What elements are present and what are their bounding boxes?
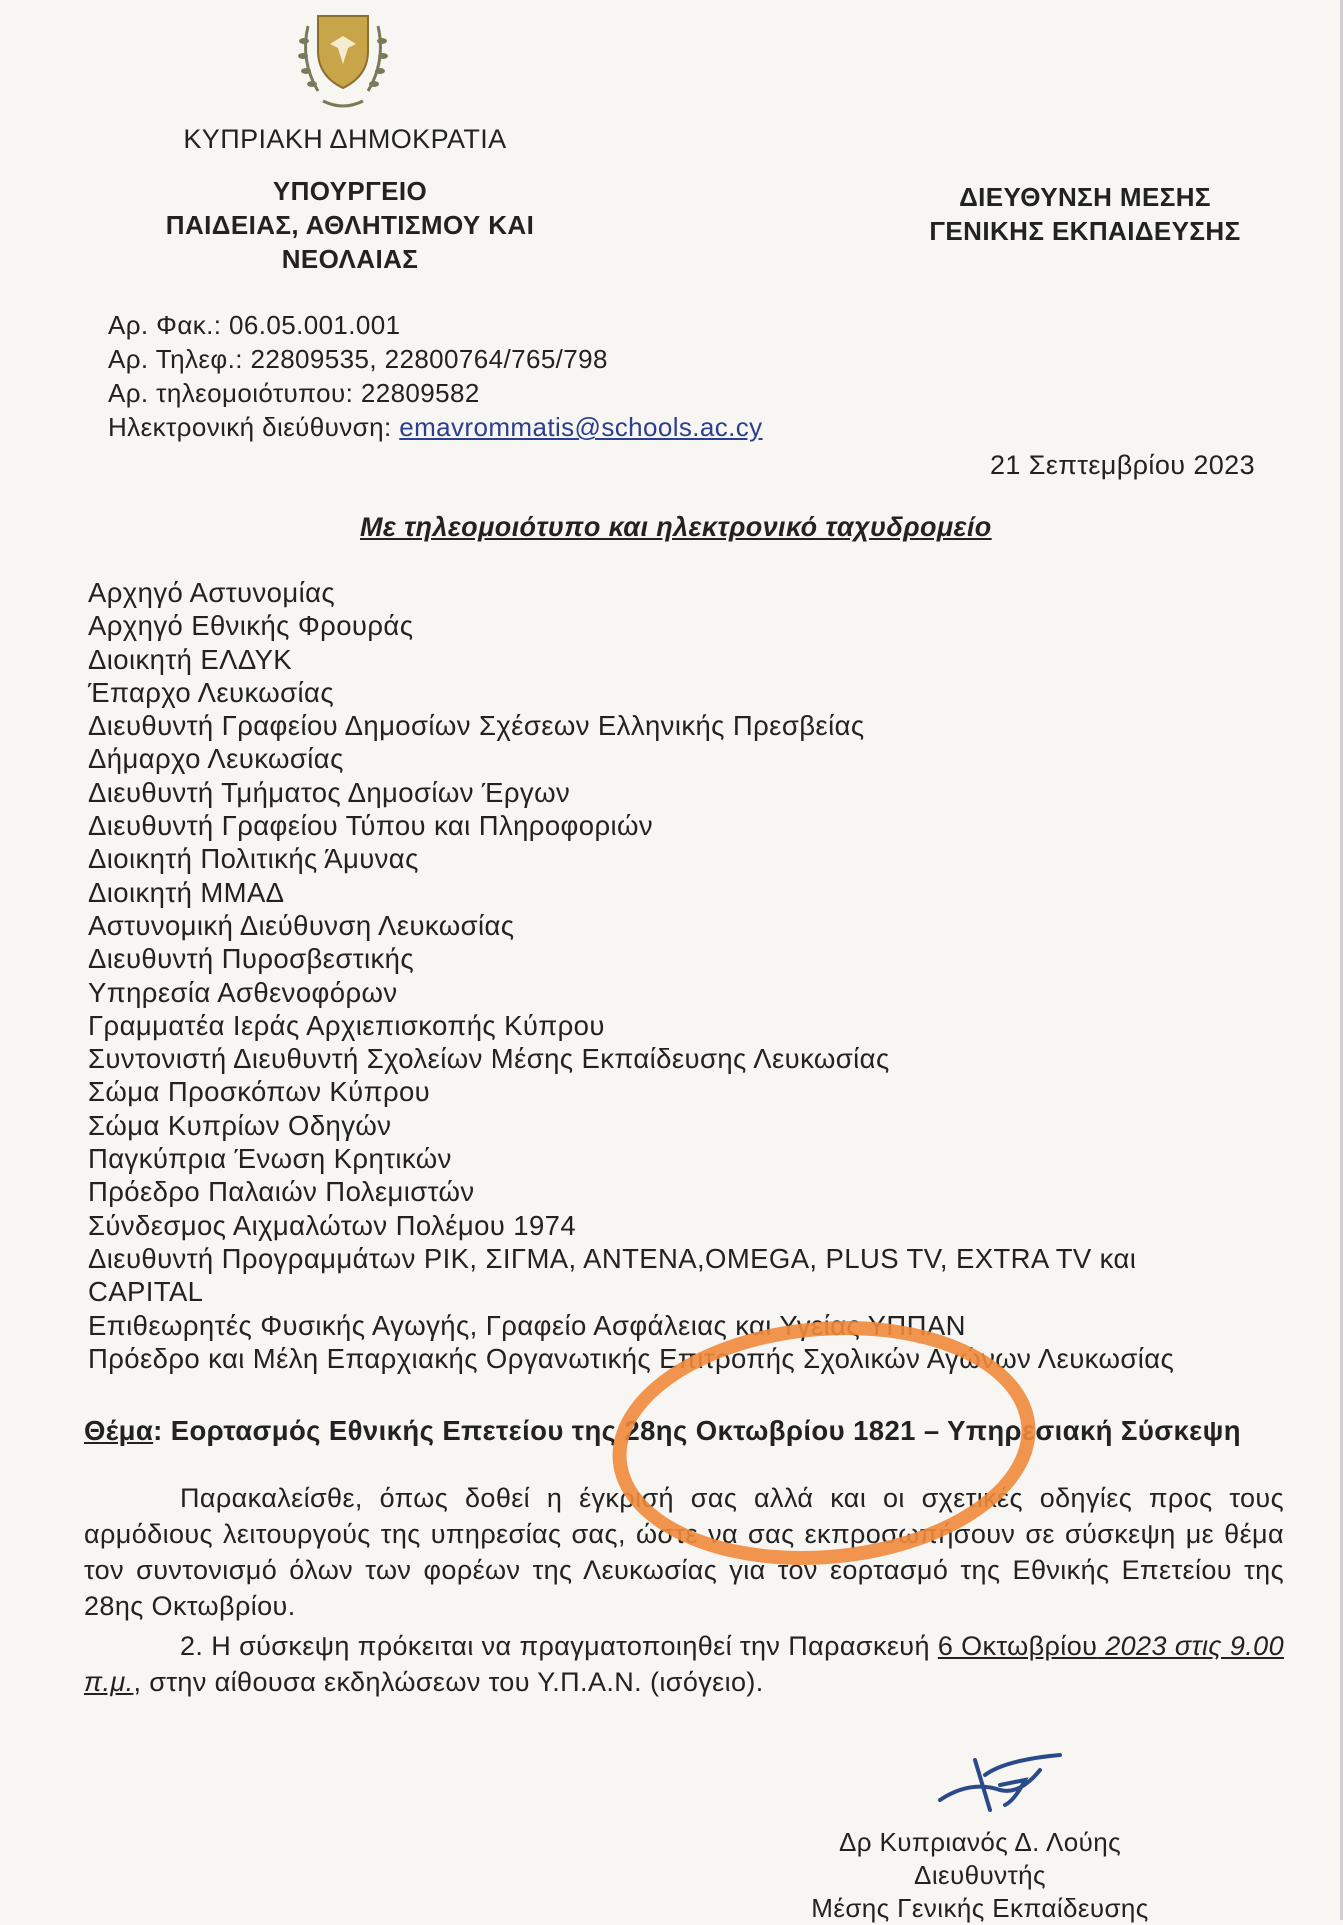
recipient: Διοικητή Πολιτικής Άμυνας xyxy=(88,843,419,875)
reference-block xyxy=(108,308,763,444)
recipient: Πρόεδρο και Μέλη Επαρχιακής Οργανωτικής Επιτροπής Σχολικών Αγώνων Λευκωσίας xyxy=(88,1342,1175,1374)
recipient: Αρχηγό Εθνικής Φρουράς xyxy=(88,610,414,642)
recipient: Διευθυντή Προγραμμάτων ΡΙΚ, ΣΙΓΜΑ, ΑΝΤΕΝΑ,OMEGA, PLUS TV, EXTRA TV και CAPITAL xyxy=(88,1242,1137,1308)
republic-title: ΚΥΠΡΙΑΚΗ ΔΗΜΟΚΡΑΤΙΑ xyxy=(183,124,507,154)
body-paragraph-2 xyxy=(84,1628,1284,1700)
ministry-name xyxy=(120,174,580,276)
recipient: Διοικητή ΕΛΔΥΚ xyxy=(88,643,293,675)
recipient: Σώμα Κυπρίων Οδηγών xyxy=(88,1109,392,1141)
letter-date: 21 Σεπτεμβρίου 2023 xyxy=(990,450,1255,480)
recipient: Συντονιστή Διευθυντή Σχολείων Μέσης Εκπαίδευσης Λευκωσίας xyxy=(88,1043,890,1075)
recipient: Δήμαρχο Λευκωσίας xyxy=(88,743,344,775)
recipient: Γραμματέα Ιεράς Αρχιεπισκοπής Κύπρου xyxy=(88,1009,605,1041)
file-number: Αρ. Φακ.: 06.05.001.001 xyxy=(108,310,401,340)
directorate-name xyxy=(880,180,1290,248)
email-row xyxy=(108,410,763,444)
signature-image xyxy=(930,1740,1070,1820)
phone-numbers: Αρ. Τηλεφ.: 22809535, 22800764/765/798 xyxy=(108,344,608,374)
signer-name: Δρ Κυπριανός Δ. Λούης xyxy=(838,1827,1122,1857)
email-link[interactable]: emavrommatis@schools.ac.cy xyxy=(399,412,763,442)
fax-number: Αρ. τηλεομοιότυπου: 22809582 xyxy=(108,378,480,408)
recipient: Αρχηγό Αστυνομίας xyxy=(88,577,336,608)
subject-text: : Εορτασμός Εθνικής Επετείου της 28ης Οκτωβρίου 1821 – Υπηρεσιακή Σύσκεψη xyxy=(153,1415,1241,1446)
delivery-method: Με τηλεομοιότυπο και ηλεκτρονικό ταχυδρομείο xyxy=(360,512,992,542)
recipient: Επιθεωρητές Φυσικής Αγωγής, Γραφείο Ασφάλειας και Υγείας ΥΠΠΑΝ xyxy=(88,1309,966,1341)
recipient: Σύνδεσμος Αιχμαλώτων Πολέμου 1974 xyxy=(88,1209,577,1241)
recipient: Υπηρεσία Ασθενοφόρων xyxy=(88,976,398,1008)
subject-label: Θέμα xyxy=(84,1415,154,1446)
directorate-line-2: ΓΕΝΙΚΗΣ ΕΚΠΑΙΔΕΥΣΗΣ xyxy=(929,216,1241,246)
meeting-location: , στην αίθουσα εκδηλώσεων του Υ.Π.Α.Ν. (ισόγειο). xyxy=(133,1667,764,1697)
recipient: Πρόεδρο Παλαιών Πολεμιστών xyxy=(88,1176,475,1208)
recipient: Διευθυντή Γραφείου Τύπου και Πληροφοριών xyxy=(88,810,654,842)
recipient: Διευθυντή Γραφείου Δημοσίων Σχέσεων Ελληνικής Πρεσβείας xyxy=(88,710,865,742)
meeting-date: 6 Οκτωβρίου xyxy=(937,1631,1098,1661)
signer-block xyxy=(800,1826,1160,1925)
ministry-line-1: ΥΠΟΥΡΓΕΙΟ xyxy=(272,176,428,206)
recipient: Αστυνομική Διεύθυνση Λευκωσίας xyxy=(88,909,515,941)
meeting-intro: 2. Η σύσκεψη πρόκειται να πραγματοποιηθεί την Παρασκευή xyxy=(180,1631,938,1661)
recipient: Διευθυντή Τμήματος Δημοσίων Έργων xyxy=(88,776,571,808)
meeting-time: 2023 στις 9.00 π.μ. xyxy=(84,1631,1284,1697)
recipient: Διοικητή ΜΜΑΔ xyxy=(88,876,285,908)
ministry-line-2: ΠΑΙΔΕΙΑΣ, ΑΘΛΗΤΙΣΜΟΥ ΚΑΙ xyxy=(165,210,535,240)
recipient: Παγκύπρια Ένωση Κρητικών xyxy=(88,1143,452,1175)
coat-of-arms-emblem xyxy=(278,6,408,116)
body-paragraph-1: Παρακαλείσθε, όπως δοθεί η έγκρισή σας αλλά και οι σχετικές οδηγίες προς τους αρμόδιους λειτουργούς της υπηρεσίας σας, ώστε να σας εκπροσωπήσουν σε σύσκεψη με θέμα τον συντονισμό όλων των φορέων της Λευκωσίας για τον εορτασμό της Εθνικής Επετείου της 28ης Οκτωβρίου. xyxy=(84,1483,1284,1621)
email-label: Ηλεκτρονική διεύθυνση: xyxy=(108,412,400,442)
ministry-line-3: ΝΕΟΛΑΙΑΣ xyxy=(281,244,419,274)
signer-department: Μέσης Γενικής Εκπαίδευσης xyxy=(811,1893,1149,1923)
recipient: Έπαρχο Λευκωσίας xyxy=(88,676,334,708)
recipient: Σώμα Προσκόπων Κύπρου xyxy=(88,1076,431,1108)
directorate-line-1: ΔΙΕΥΘΥΝΣΗ ΜΕΣΗΣ xyxy=(959,182,1211,212)
signer-title: Διευθυντής xyxy=(914,1860,1046,1890)
recipients-list xyxy=(88,576,1238,1375)
recipient: Διευθυντή Πυροσβεστικής xyxy=(88,943,414,975)
